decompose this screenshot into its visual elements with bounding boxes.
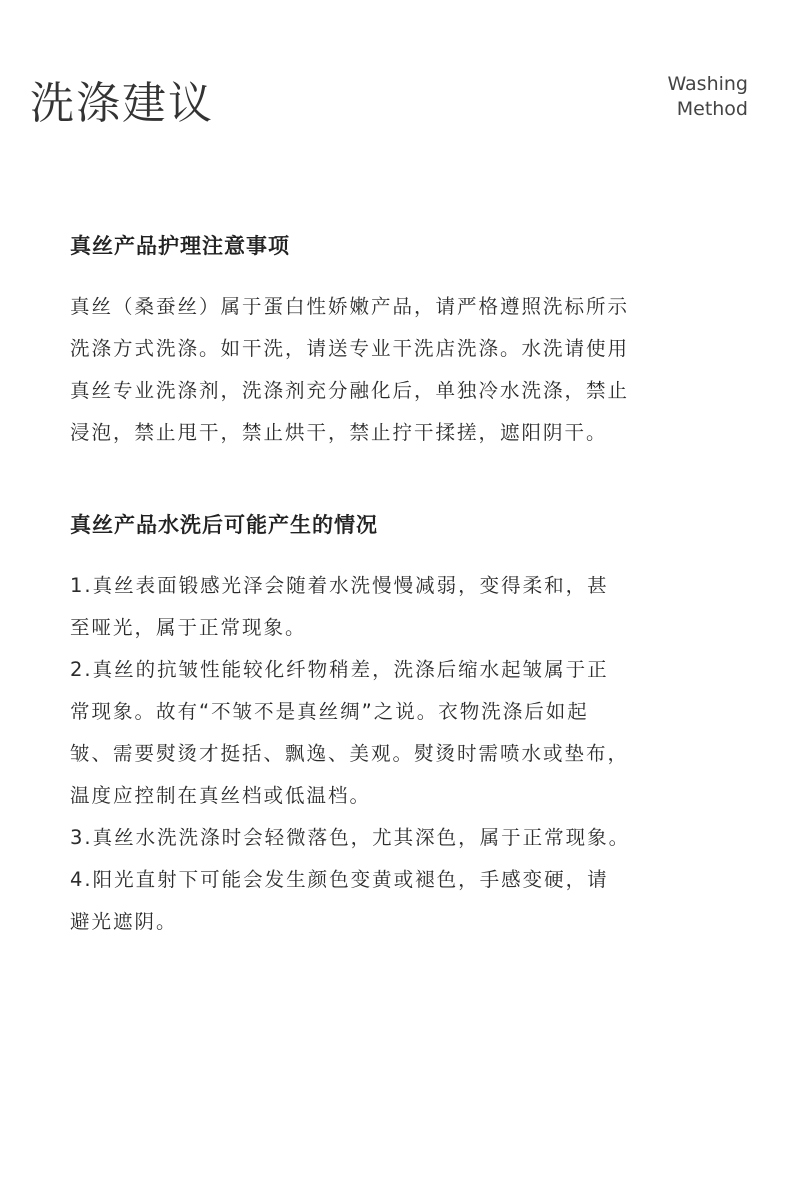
care-section-heading: 真丝产品护理注意事项 [70, 234, 290, 258]
after-wash-line: 常现象。故有“不皱不是真丝绸”之说。衣物洗涤后如起 [70, 700, 589, 723]
after-wash-section-heading: 真丝产品水洗后可能产生的情况 [70, 513, 378, 537]
care-section [70, 231, 730, 454]
after-wash-line: 3.真丝水洗洗涤时会轻微落色，尤其深色，属于正常现象。 [70, 826, 631, 849]
after-wash-line: 温度应控制在真丝档或低温档。 [70, 784, 372, 807]
care-line: 真丝专业洗涤剂，洗涤剂充分融化后，单独冷水洗涤，禁止 [70, 379, 630, 402]
page-title: 洗涤建议 [30, 78, 214, 129]
subtitle-line-2: Method [676, 98, 748, 120]
subtitle-line-1: Washing [667, 73, 748, 95]
after-wash-section [70, 510, 730, 943]
after-wash-line: 1.真丝表面锻感光泽会随着水洗慢慢减弱，变得柔和，甚 [70, 574, 609, 597]
after-wash-line: 避光遮阴。 [70, 910, 178, 933]
care-line: 洗涤方式洗涤。如干洗，请送专业干洗店洗涤。水洗请使用 [70, 337, 630, 360]
after-wash-line: 皱、需要熨烫才挺括、飘逸、美观。熨烫时需喷水或垫布， [70, 742, 630, 765]
care-line: 真丝（桑蚕丝）属于蛋白性娇嫩产品，请严格遵照洗标所示 [70, 295, 630, 318]
after-wash-section-body [70, 565, 730, 943]
care-section-body [70, 286, 730, 454]
after-wash-line: 2.真丝的抗皱性能较化纤物稍差，洗涤后缩水起皱属于正 [70, 658, 609, 681]
care-line: 浸泡，禁止甩干，禁止烘干，禁止拧干揉搓，遮阳阴干。 [70, 421, 608, 444]
after-wash-line: 4.阳光直射下可能会发生颜色变黄或褪色，手感变硬，请 [70, 868, 609, 891]
after-wash-line: 至哑光，属于正常现象。 [70, 616, 307, 639]
page-subtitle [667, 72, 748, 122]
